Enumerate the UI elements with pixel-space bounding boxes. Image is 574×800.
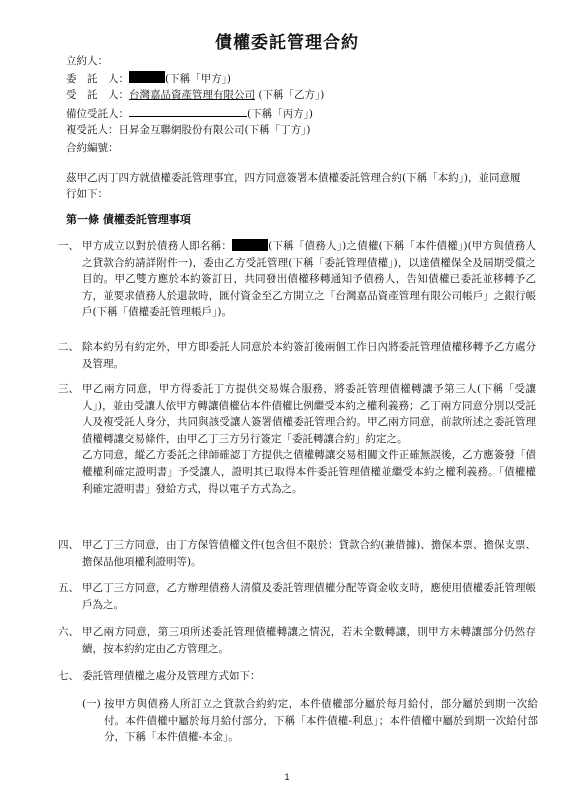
clause-number: 二、 — [58, 341, 79, 353]
clause-item — [58, 537, 536, 570]
principal-suffix: (下稱「甲方」) — [165, 73, 231, 85]
party-guarantor — [66, 106, 313, 121]
page-number: 1 — [284, 772, 290, 782]
party-sub-agent — [66, 123, 310, 137]
clause-body — [82, 238, 536, 321]
sub-clause-body: 按甲方與債務人所訂立之貸款合約約定，本件債權部分屬於每月給付，部分屬於到期一次給付。本件債權中屬於每月給付部分，下稱「本件債權-利息」；本件債權中屬於到期一次給付部分，下稱「本件債權-本金」。 — [104, 698, 538, 744]
clause-number: 四、 — [58, 539, 79, 551]
agent-name: 台灣嘉品資產管理有限公司 — [129, 89, 255, 101]
clause-paragraph: 甲乙兩方同意，甲方得委託丁方提供交易媒合服務，將委託管理債權轉讓予第三人(下稱「受讓人」)，並由受讓人依甲方轉讓債權佔本件債權比例繼受本約之權利義務；乙丁兩方同意分別以受託人及複受託人身分，共同與該受讓人簽署債權委託管理合約。甲乙兩方同意，前款所述之委託管理債權轉讓交易條件，由甲乙丁三方另行簽定「委託轉讓合約」約定之。 — [82, 383, 536, 445]
document-title: 債權委託管理合約 — [215, 33, 359, 53]
clause-item — [58, 381, 536, 497]
redacted-name — [129, 71, 165, 83]
clause-number: 三、 — [58, 383, 79, 395]
clause-body: 甲乙丁三方同意，由丁方保管債權文件(包含但不限於：貸款合約(兼借據)、擔保本票、擔保支票、擔保品他項權利證明等)。 — [82, 539, 536, 568]
guarantor-label: 備位受託人： — [66, 108, 129, 120]
clause-item — [58, 624, 536, 657]
blank-line — [129, 106, 247, 117]
sub-agent-label: 複受託人： — [66, 124, 119, 136]
clause-item — [58, 668, 536, 685]
clause-item — [58, 238, 536, 321]
principal-label: 委 託 人： — [66, 73, 129, 85]
clause-item — [58, 339, 536, 372]
agent-suffix: (下稱「乙方」) — [258, 89, 325, 101]
clause-text-post: (下稱「債務人」)之債權(下稱「本件債權」)(甲方與債務人之貸款合約請詳附件一)，委由乙方受託管理(下稱「委託管理債權」)，以達債權保全及屆期受償之目的。甲乙雙方應於本約簽訂日，共同發出債權移轉通知予債務人，告知債權已委託並移轉予乙方，並要求債務人於還款時，匯付資金至乙方開立之「台灣嘉品資產管理有限公司帳戶」之銀行帳戶(下稱「債權委託管理帳戶」)。 — [82, 240, 536, 319]
clause-body: 委託管理債權之處分及管理方式如下： — [82, 670, 261, 682]
clause-text-pre: 甲方成立以對於債務人即名稱： — [82, 240, 233, 252]
article-title: 第一條 債權委託管理事項 — [66, 213, 191, 226]
intro-paragraph: 茲甲乙丙丁四方就債權委託管理事宜，四方同意簽署本債權委託管理合約(下稱「本約」)，並同意履行如下： — [66, 172, 521, 200]
clause-paragraph: 乙方同意，縱乙方委託之律師確認丁方提供之債權轉讓交易相關文件正確無誤後，乙方應簽發「債權權利確定證明書」予受讓人，證明其已取得本件委託管理債權並繼受本約之權利義務。「債權權利確定證明書」發給方式，得以電子方式為之。 — [82, 449, 536, 495]
clause-body: 除本約另有約定外，甲方即委託人同意於本約簽訂後兩個工作日內將委託管理債權移轉予乙方處分及管理。 — [82, 341, 536, 370]
party-principal — [66, 71, 231, 86]
clause-body: 甲乙丁三方同意，乙方辦理債務人清償及委託管理債權分配等資金收支時，應使用債權委託管理帳戶為之。 — [82, 582, 536, 611]
sub-agent-name: 日昇金互聯網股份有限公司 — [118, 124, 245, 136]
sub-clause-number: (一) — [82, 698, 101, 710]
agent-label: 受 託 人： — [66, 89, 129, 101]
clause-body: 甲乙兩方同意，第三項所述委託管理債權轉讓之情況，若未全數轉讓，則甲方未轉讓部分仍然存續，按本約約定由乙方管理之。 — [82, 626, 536, 655]
sub-clause-item — [82, 696, 538, 746]
clause-number: 六、 — [58, 626, 79, 638]
contract-number-label: 合約編號： — [66, 142, 119, 154]
clause-item — [58, 580, 536, 613]
guarantor-suffix: (下稱「丙方」) — [247, 108, 313, 120]
clause-number: 五、 — [58, 582, 79, 594]
clause-number: 七、 — [58, 670, 79, 682]
parties-label: 立約人： — [66, 55, 108, 67]
clause-number: 一、 — [58, 240, 79, 252]
sub-agent-suffix: (下稱「丁方」) — [244, 124, 311, 136]
party-agent — [66, 88, 324, 102]
redacted-debtor-name — [232, 239, 268, 251]
clause-body — [82, 381, 536, 497]
